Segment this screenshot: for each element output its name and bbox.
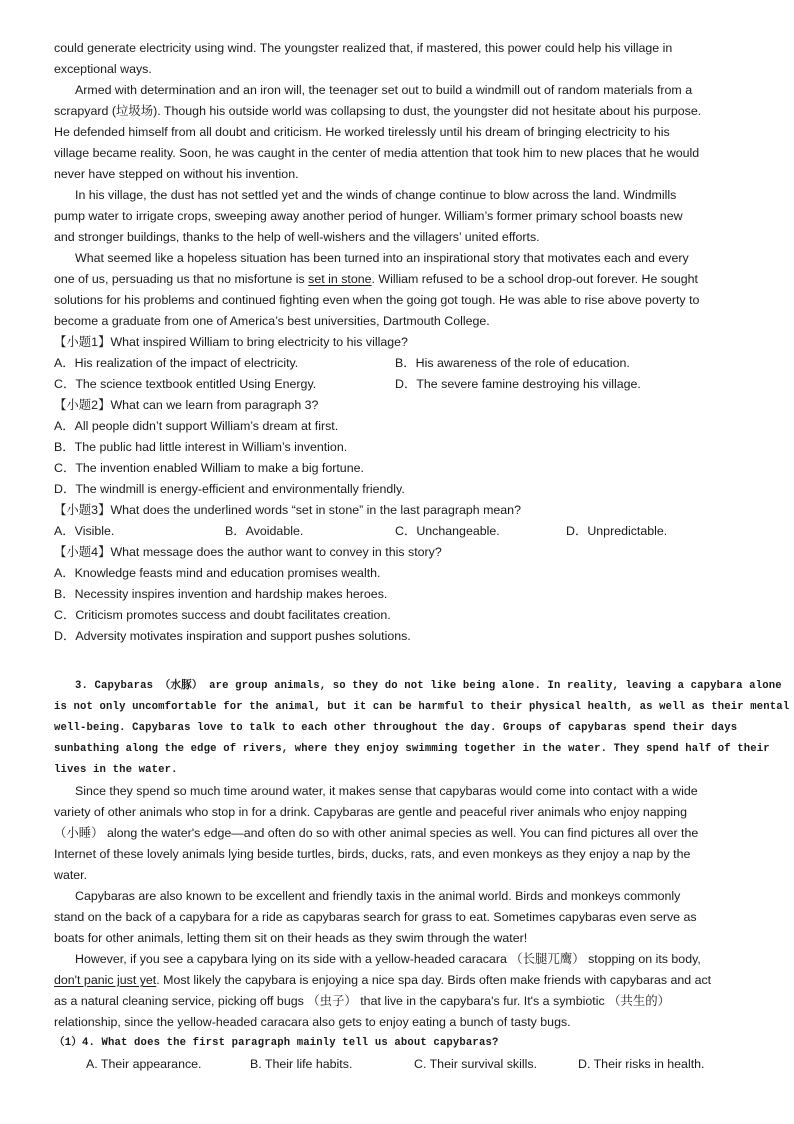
paragraph-line: relationship, since the yellow-headed caracara also gets to enjoy eating a bunch of tasty bugs.: [54, 1015, 571, 1029]
question-stem: 【小题4】What message does the author want to convey in this story?: [54, 545, 442, 559]
answer-option: A．Visible.: [54, 524, 115, 538]
answer-option: B．The public had little interest in William’s invention.: [54, 440, 348, 454]
paragraph-line: could generate electricity using wind. The youngster realized that, if mastered, this power could help his village in: [54, 41, 673, 55]
answer-option: C．The invention enabled William to make a big fortune.: [54, 461, 364, 475]
paragraph-line-with-underline: [54, 269, 698, 290]
paragraph-line: scrapyard (垃圾场). Though his outside world was collapsing to dust, the youngster did not hesitate about his purpose.: [54, 104, 702, 118]
paragraph-line: and stronger buildings, thanks to the help of well-wishers and the villagers’ united efforts.: [54, 230, 540, 244]
paragraph-line: pump water to irrigate crops, sweeping away another period of hunger. William’s former primary school boasts new: [54, 209, 683, 223]
answer-option: D．The severe famine destroying his village.: [395, 377, 641, 391]
answer-option: A. Their appearance.: [86, 1057, 202, 1071]
paragraph-line: What seemed like a hopeless situation has been turned into an inspirational story that motivates each and every: [75, 251, 689, 265]
paragraph-line: 3. Capybaras （水豚） are group animals, so they do not like being alone. In reality, leaving a capybara alone: [75, 680, 782, 692]
paragraph-line: Since they spend so much time around water, it makes sense that capybaras would come into contact with a wide: [75, 784, 698, 798]
answer-option: D. Their risks in health.: [578, 1057, 705, 1071]
question-stem: 【小题1】What inspired William to bring electricity to his village?: [54, 335, 408, 349]
answer-option: B. Their life habits.: [250, 1057, 353, 1071]
paragraph-line: He defended himself from all doubt and criticism. He worked tirelessly until his dream of bringing electricity to his: [54, 125, 670, 139]
answer-option: D．Unpredictable.: [566, 524, 668, 538]
answer-option: B．Avoidable.: [225, 524, 304, 538]
paragraph-line: sunbathing along the edge of rivers, where they enjoy swimming together in the water. They spend half of their: [54, 743, 770, 755]
answer-option: C．The science textbook entitled Using Energy.: [54, 377, 317, 391]
paragraph-line: become a graduate from one of America’s best universities, Dartmouth College.: [54, 314, 490, 328]
paragraph-line: exceptional ways.: [54, 62, 152, 76]
paragraph-line: well-being. Capybaras love to talk to each other throughout the day. Groups of capybaras spend their days: [54, 722, 738, 734]
answer-option: C．Criticism promotes success and doubt facilitates creation.: [54, 608, 391, 622]
paragraph-line: solutions for his problems and continued fighting even when the going got tough. He was able to rise above poverty to: [54, 293, 700, 307]
answer-option: B．His awareness of the role of education.: [395, 356, 630, 370]
question-stem: 【小题3】What does the underlined words “set in stone” in the last paragraph mean?: [54, 503, 521, 517]
paragraph-line: stand on the back of a capybara for a ride as capybaras search for grass to eat. Sometimes capybaras even serve as: [54, 910, 697, 924]
question-stem: （1）4. What does the first paragraph mainly tell us about capybaras?: [54, 1037, 499, 1049]
paragraph-line: variety of other animals who stop in for a drink. Capybaras are gentle and peaceful river animals who enjoy napping: [54, 805, 687, 819]
text-segment: . Most likely the capybara is enjoying a nice spa day. Birds often make friends with capybaras and act: [156, 973, 712, 987]
answer-option: D．The windmill is energy-efficient and environmentally friendly.: [54, 482, 405, 496]
paragraph-line: （小睡） along the water's edge—and often do so with other animal species as well. You can find pictures all over the: [54, 826, 699, 840]
answer-option: C．Unchangeable.: [395, 524, 500, 538]
paragraph-line: water.: [54, 868, 88, 882]
paragraph-line: never have stepped on without his invention.: [54, 167, 299, 181]
underlined-phrase: set in stone: [308, 272, 372, 286]
paragraph-line: boats for other animals, letting them sit on their heads as they swim through the water!: [54, 931, 528, 945]
paragraph-line: as a natural cleaning service, picking off bugs （虫子） that live in the capybara's fur. It's a symbiotic （共生的）: [54, 994, 671, 1008]
paragraph-line: Armed with determination and an iron will, the teenager set out to build a windmill out of random materials from a: [75, 83, 693, 97]
answer-option: C. Their survival skills.: [414, 1057, 538, 1071]
paragraph-line: is not only uncomfortable for the animal, but it can be harmful to their physical health, as well as their mental: [54, 701, 790, 713]
paragraph-line-with-underline: [54, 970, 711, 991]
paragraph-line: Internet of these lovely animals lying beside turtles, birds, ducks, rats, and even monkeys as they enjoy a nap by the: [54, 847, 691, 861]
answer-option: A．His realization of the impact of electricity.: [54, 356, 299, 370]
answer-option: D．Adversity motivates inspiration and support pushes solutions.: [54, 629, 411, 643]
text-segment: . William refused to be a school drop-out forever. He sought: [371, 272, 698, 286]
paragraph-line: However, if you see a capybara lying on its side with a yellow-headed caracara （长腿兀鹰） stopping on its body,: [75, 952, 701, 966]
answer-option: A．All people didn’t support William’s dream at first.: [54, 419, 339, 433]
question-stem: 【小题2】What can we learn from paragraph 3?: [54, 398, 319, 412]
answer-option: B．Necessity inspires invention and hardship makes heroes.: [54, 587, 388, 601]
paragraph-line: Capybaras are also known to be excellent and friendly taxis in the animal world. Birds and monkeys commonly: [75, 889, 681, 903]
underlined-phrase: don't panic just yet: [54, 973, 157, 987]
paragraph-line: In his village, the dust has not settled yet and the winds of change continue to blow across the land. Windmills: [75, 188, 677, 202]
paragraph-line: lives in the water.: [54, 764, 178, 776]
answer-option: A．Knowledge feasts mind and education promises wealth.: [54, 566, 381, 580]
text-segment: one of us, persuading us that no misfortune is: [54, 272, 309, 286]
paragraph-line: village became reality. Soon, he was caught in the center of media attention that took him to new places that he would: [54, 146, 700, 160]
